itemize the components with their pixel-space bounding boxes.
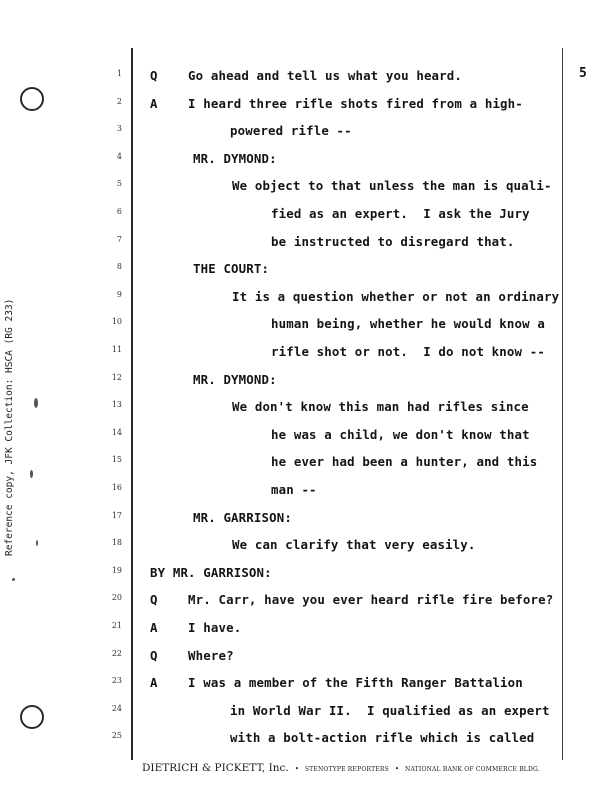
- transcript-line: he was a child, we don't know that: [271, 426, 530, 442]
- page-number: 5: [579, 66, 587, 81]
- transcript-line: in World War II. I qualified as an expert: [230, 702, 550, 718]
- line-number: 14: [111, 427, 122, 437]
- right-margin-rule: [562, 48, 563, 760]
- transcript-line: BY MR. GARRISON:: [150, 564, 272, 580]
- footer-bullet: •: [394, 765, 400, 773]
- line-number: 16: [111, 483, 122, 492]
- transcript-line: It is a question whether or not an ordinary: [232, 288, 560, 304]
- line-number: 22: [111, 648, 122, 658]
- transcript-line: he ever had been a hunter, and this: [271, 454, 538, 470]
- footer-company: DIETRICH & PICKETT, Inc.: [142, 762, 289, 774]
- scan-speck: [12, 578, 15, 581]
- line-number: 21: [111, 621, 122, 630]
- transcript-line: Q Go ahead and tell us what you heard.: [150, 68, 463, 83]
- transcript-line: human being, whether he would know a: [271, 316, 545, 332]
- transcript-line: THE COURT:: [193, 261, 270, 277]
- transcript-line: A I heard three rifle shots fired from a high-: [150, 95, 523, 111]
- transcript-line: We object to that unless the man is quali-: [232, 178, 552, 194]
- binder-hole-bottom: [20, 705, 44, 729]
- scan-speck: [34, 398, 38, 408]
- line-number: 10: [111, 317, 122, 327]
- footer-address: NATIONAL BANK OF COMMERCE BLDG.: [405, 766, 540, 773]
- transcript-line: MR. GARRISON:: [193, 509, 292, 525]
- transcript-line: Q Where?: [150, 647, 234, 663]
- transcript-line: We can clarify that very easily.: [232, 537, 476, 553]
- transcript-line: be instructed to disregard that.: [271, 233, 515, 249]
- line-number: 18: [111, 538, 122, 548]
- line-number: 9: [116, 289, 122, 299]
- line-number: 1: [116, 69, 122, 78]
- line-number: 3: [116, 124, 122, 134]
- line-number: 7: [116, 234, 122, 244]
- transcript-line: A I was a member of the Fifth Ranger Battalion: [150, 675, 523, 691]
- line-number: 4: [116, 151, 122, 161]
- transcript-line: fied as an expert. I ask the Jury: [271, 206, 530, 221]
- transcript-line: Q Mr. Carr, have you ever heard rifle fire before?: [150, 592, 554, 608]
- line-number: 20: [111, 593, 122, 603]
- footer-bullet: •: [294, 765, 299, 773]
- scan-speck: [36, 540, 38, 546]
- line-number: 2: [116, 96, 122, 106]
- transcript-line: man --: [271, 482, 317, 497]
- footer-service: STENOTYPE REPORTERS: [304, 766, 389, 773]
- footer: [142, 762, 540, 774]
- line-number: 17: [111, 510, 122, 520]
- line-number: 23: [111, 676, 122, 686]
- line-number: 12: [111, 372, 122, 382]
- transcript-line: powered rifle --: [230, 123, 352, 139]
- transcript-line: MR. DYMOND:: [193, 150, 277, 166]
- scan-speck: [30, 470, 33, 478]
- line-number: 11: [111, 345, 122, 354]
- transcript-line: with a bolt-action rifle which is called: [230, 730, 535, 746]
- transcript-line: MR. DYMOND:: [193, 371, 277, 387]
- line-number: 8: [116, 262, 122, 272]
- line-number: 25: [111, 731, 122, 741]
- line-number: 24: [111, 703, 122, 713]
- transcript-line: rifle shot or not. I do not know --: [271, 344, 545, 359]
- binder-hole-top: [20, 87, 44, 111]
- transcript-line: We don't know this man had rifles since: [232, 399, 529, 415]
- line-number: 19: [111, 565, 122, 575]
- line-number: 5: [116, 179, 122, 189]
- transcript-line: A I have.: [150, 620, 242, 635]
- left-margin-rule: [131, 48, 133, 760]
- archive-reference-label: Reference copy, JFK Collection: HSCA (RG 233): [4, 298, 15, 556]
- line-number: 6: [116, 207, 122, 216]
- line-number: 15: [111, 455, 122, 465]
- line-number: 13: [111, 400, 122, 410]
